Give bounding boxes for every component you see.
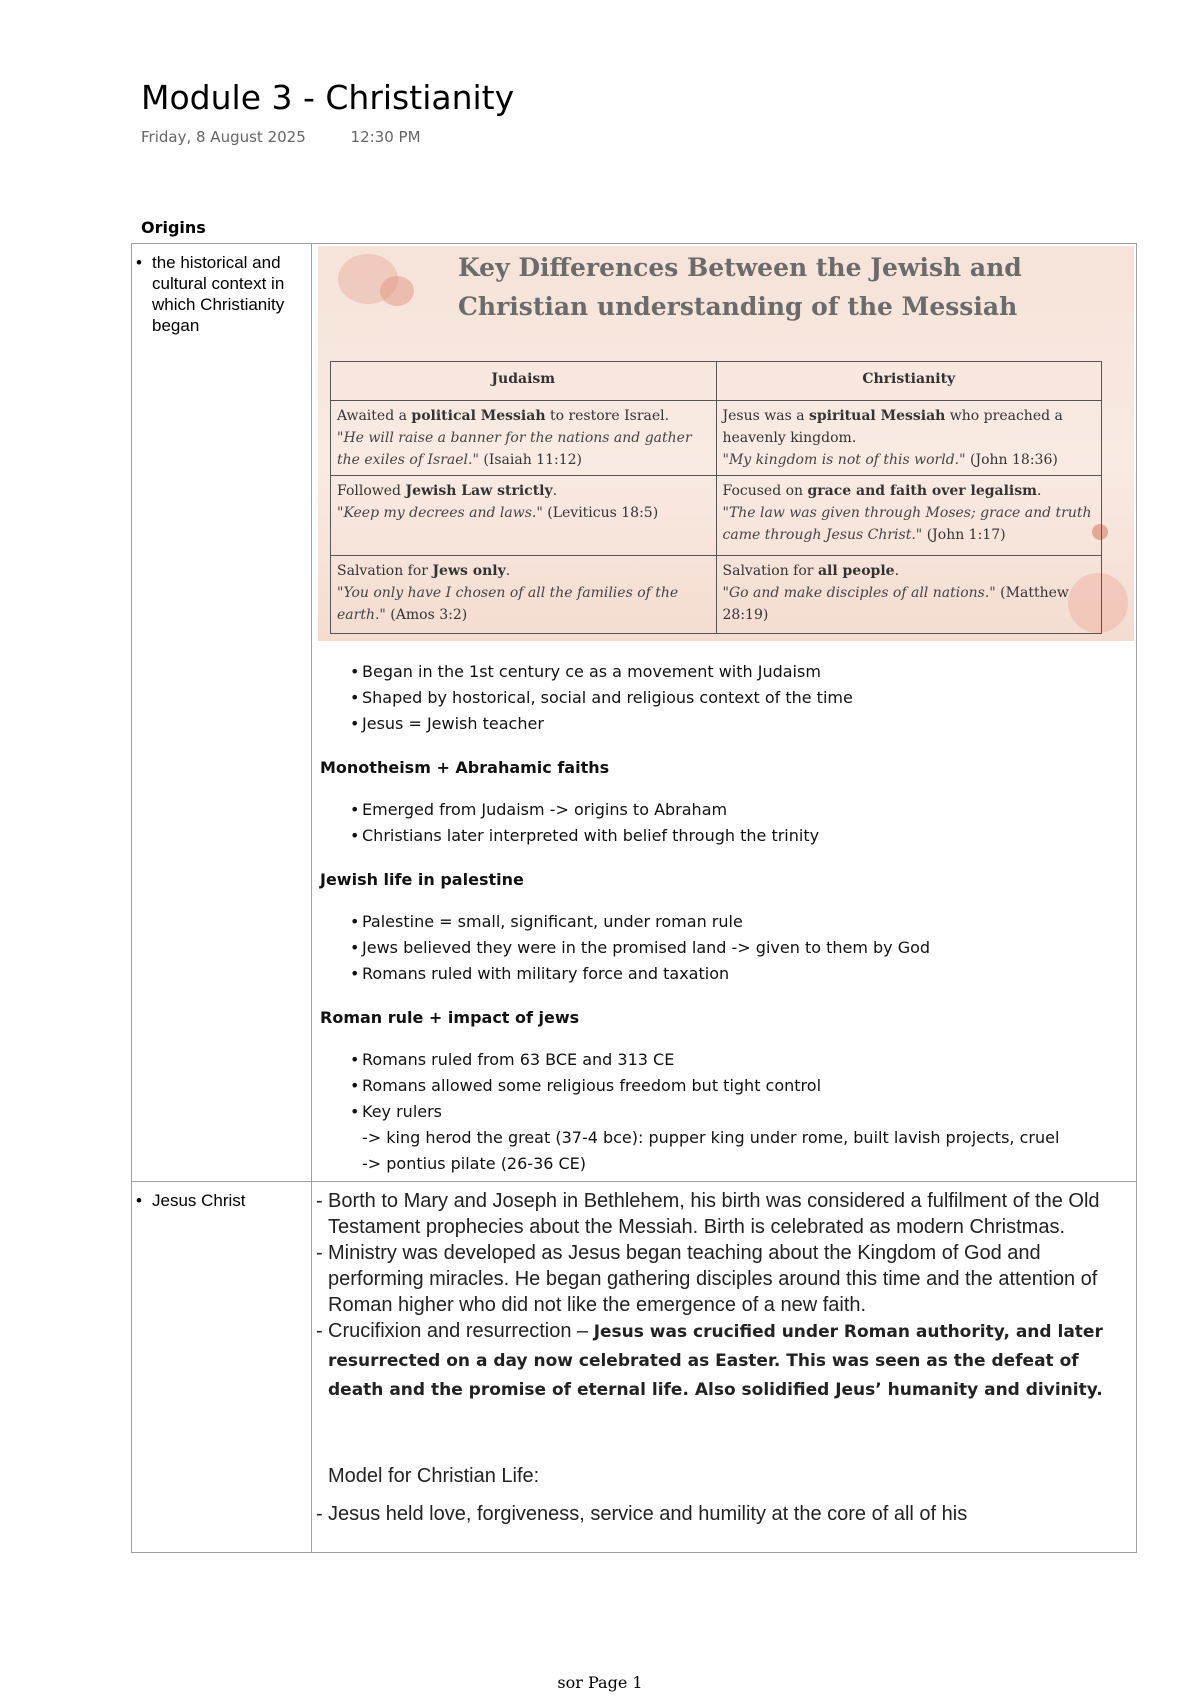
page-meta xyxy=(141,128,421,146)
list-item: • Shaped by hostorical, social and religious context of the time xyxy=(350,685,1136,711)
table-row xyxy=(132,1182,1137,1553)
jesus-notes xyxy=(312,1182,1136,1527)
page-time: 12:30 PM xyxy=(350,128,421,146)
section-title: Origins xyxy=(141,218,206,237)
page-date: Friday, 8 August 2025 xyxy=(141,128,306,146)
topic-text: the historical and cultural context in which Christianity began xyxy=(152,253,285,335)
list-item: - Borth to Mary and Joseph in Bethlehem, his birth was considered a fulfilment of the Old Testament prophecies about the Messiah. Birth is celebrated as modern Christmas. xyxy=(316,1190,1100,1238)
bullet-list xyxy=(312,659,1136,737)
table-row xyxy=(132,244,1137,1182)
subheading: Model for Christian Life: xyxy=(328,1465,540,1487)
list-item: - Crucifixion and resurrection – Jesus was crucified under Roman authority, and later resurrected on a day now celebrated as Easter. This was seen as the defeat of death and the promise of eternal life. Also solidified Jeus’ humanity and divinity. xyxy=(316,1320,1103,1400)
content-cell xyxy=(312,244,1137,1182)
list-item: • Jews believed they were in the promised land -> given to them by God xyxy=(350,935,1136,961)
table-row xyxy=(331,476,1102,556)
list-item: -> king herod the great (37-4 bce): pupper king under rome, built lavish projects, cruel xyxy=(362,1128,1060,1147)
judaism-cell: Followed Jewish Law strictly. "Keep my decrees and laws." (Leviticus 18:5) xyxy=(331,476,717,556)
bullet-icon: • xyxy=(136,1191,142,1210)
topic-text: Jesus Christ xyxy=(152,1191,246,1210)
list-item: • Key rulers xyxy=(350,1099,1136,1125)
subheading: Jewish life in palestine xyxy=(320,870,524,889)
column-header-judaism: Judaism xyxy=(331,362,717,401)
subheading: Monotheism + Abrahamic faiths xyxy=(320,758,610,777)
list-item: -> pontius pilate (26-36 CE) xyxy=(362,1154,587,1173)
column-header-christianity: Christianity xyxy=(716,362,1102,401)
infographic-title: Key Differences Between the Jewish and Christian understanding of the Messiah xyxy=(458,253,1022,321)
list-item: • Romans ruled with military force and taxation xyxy=(350,961,1136,987)
list-item: - Jesus held love, forgiveness, service and humility at the core of all of his xyxy=(316,1503,968,1525)
list-item: • Emerged from Judaism -> origins to Abraham xyxy=(350,797,1136,823)
bullet-list xyxy=(312,797,1136,849)
table-row xyxy=(331,556,1102,634)
list-item: • Romans allowed some religious freedom but tight control xyxy=(350,1073,1136,1099)
topic-cell xyxy=(132,244,312,1182)
judaism-cell: Salvation for Jews only. "You only have I chosen of all the families of the earth." (Amos 3:2) xyxy=(331,556,717,634)
list-item: • Christians later interpreted with belief through the trinity xyxy=(350,823,1136,849)
content-cell xyxy=(312,1182,1137,1553)
page-footer: sor Page 1 xyxy=(557,1673,643,1692)
notes-table xyxy=(131,243,1137,1553)
christianity-cell: Jesus was a spiritual Messiah who preached a heavenly kingdom. "My kingdom is not of this world." (John 18:36) xyxy=(716,401,1102,476)
context-notes xyxy=(312,641,1136,1181)
list-item: - Ministry was developed as Jesus began teaching about the Kingdom of God and performing miracles. He began gathering disciples around this time and the attention of Roman higher who did not like the emergence of a new faith. xyxy=(316,1242,1098,1316)
christianity-cell: Focused on grace and faith over legalism. "The law was given through Moses; grace and truth came through Jesus Christ." (John 1:17) xyxy=(716,476,1102,556)
flower-decoration xyxy=(380,276,414,306)
messiah-infographic xyxy=(318,246,1134,641)
subheading: Roman rule + impact of jews xyxy=(320,1008,580,1027)
list-item: • Began in the 1st century ce as a movement with Judaism xyxy=(350,659,1136,685)
comparison-table xyxy=(330,361,1102,634)
christianity-cell: Salvation for all people. "Go and make disciples of all nations." (Matthew 28:19) xyxy=(716,556,1102,634)
topic-cell xyxy=(132,1182,312,1553)
table-row xyxy=(331,401,1102,476)
bullet-icon: • xyxy=(136,253,142,272)
judaism-cell: Awaited a political Messiah to restore Israel. "He will raise a banner for the nations and gather the exiles of Israel." (Isaiah 11:12) xyxy=(331,401,717,476)
bullet-list xyxy=(312,1047,1136,1177)
bullet-list xyxy=(312,909,1136,987)
list-item: • Jesus = Jewish teacher xyxy=(350,711,1136,737)
page-title: Module 3 - Christianity xyxy=(141,78,515,117)
list-item: • Romans ruled from 63 BCE and 313 CE xyxy=(350,1047,1136,1073)
list-item: • Palestine = small, significant, under roman rule xyxy=(350,909,1136,935)
